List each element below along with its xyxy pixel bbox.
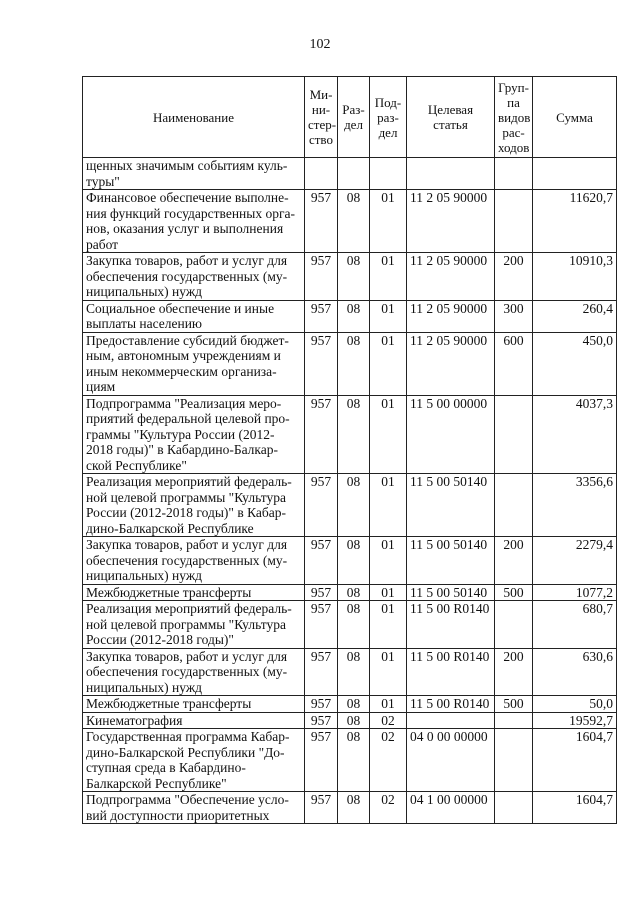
row-sum-cell: 3356,6 [533,474,617,537]
header-ministry: Ми- ни- стер- ство [305,77,338,158]
row-ministry-cell: 957 [305,190,338,253]
row-section-cell: 08 [338,474,370,537]
table-row [83,696,617,713]
row-group-cell: 600 [495,332,533,395]
row-ministry-cell: 957 [305,601,338,649]
row-group-cell: 200 [495,537,533,585]
header-group: Груп- па видов рас- ходов [495,77,533,158]
row-target-cell [407,712,495,729]
row-subsection-cell: 01 [370,584,407,601]
row-name-cell: Государственная программа Кабар- дино-Балкарской Республики "До- ступная среда в Кабардино- Балкарской Республике" [83,729,305,792]
header-name: Наименование [83,77,305,158]
row-group-cell: 500 [495,584,533,601]
row-subsection-cell [370,158,407,190]
row-target-cell: 11 5 00 R0140 [407,648,495,696]
row-section-cell: 08 [338,696,370,713]
row-target-cell: 11 5 00 00000 [407,395,495,474]
row-sum-cell: 260,4 [533,300,617,332]
row-ministry-cell: 957 [305,712,338,729]
row-ministry-cell: 957 [305,584,338,601]
table-row [83,158,617,190]
row-group-cell [495,158,533,190]
row-subsection-cell: 01 [370,601,407,649]
row-section-cell: 08 [338,190,370,253]
row-section-cell: 08 [338,648,370,696]
row-subsection-cell: 01 [370,537,407,585]
row-section-cell [338,158,370,190]
row-sum-cell: 19592,7 [533,712,617,729]
row-name-cell: щенных значимым событиям куль- туры" [83,158,305,190]
row-target-cell: 11 5 00 R0140 [407,696,495,713]
header-sum: Сумма [533,77,617,158]
row-name-cell: Подпрограмма "Реализация меро- приятий федеральной целевой про- граммы "Культура России (2012- 2018 годы)" в Кабардино-Балкар- ской Республике" [83,395,305,474]
row-ministry-cell [305,158,338,190]
row-name-cell: Межбюджетные трансферты [83,584,305,601]
row-subsection-cell: 02 [370,729,407,792]
row-target-cell: 11 5 00 50140 [407,584,495,601]
row-subsection-cell: 01 [370,190,407,253]
row-section-cell: 08 [338,537,370,585]
row-name-cell: Кинематография [83,712,305,729]
row-ministry-cell: 957 [305,395,338,474]
header-section: Раз- дел [338,77,370,158]
row-section-cell: 08 [338,584,370,601]
row-target-cell: 11 5 00 50140 [407,537,495,585]
row-section-cell: 08 [338,253,370,301]
row-name-cell: Межбюджетные трансферты [83,696,305,713]
row-sum-cell: 630,6 [533,648,617,696]
row-target-cell: 04 1 00 00000 [407,792,495,824]
row-subsection-cell: 01 [370,648,407,696]
row-name-cell: Подпрограмма "Обеспечение усло- вий доступности приоритетных [83,792,305,824]
row-group-cell [495,395,533,474]
header-subsection: Под- раз- дел [370,77,407,158]
row-group-cell [495,190,533,253]
row-target-cell: 11 5 00 R0140 [407,601,495,649]
row-group-cell [495,712,533,729]
table-row [83,792,617,824]
row-target-cell: 11 5 00 50140 [407,474,495,537]
row-ministry-cell: 957 [305,474,338,537]
row-sum-cell: 1604,7 [533,729,617,792]
row-target-cell [407,158,495,190]
row-ministry-cell: 957 [305,648,338,696]
table-row [83,332,617,395]
table-row [83,537,617,585]
table-row [83,584,617,601]
table-row [83,253,617,301]
header-row [83,77,617,158]
row-section-cell: 08 [338,601,370,649]
row-name-cell: Финансовое обеспечение выполне- ния функций государственных орга- нов, оказания услуг и выполнения работ [83,190,305,253]
row-subsection-cell: 02 [370,712,407,729]
row-name-cell: Закупка товаров, работ и услуг для обеспечения государственных (му- ниципальных) нужд [83,648,305,696]
table-row [83,601,617,649]
row-sum-cell: 1604,7 [533,792,617,824]
row-sum-cell: 450,0 [533,332,617,395]
table-row [83,712,617,729]
row-ministry-cell: 957 [305,253,338,301]
row-sum-cell: 680,7 [533,601,617,649]
table-row [83,395,617,474]
row-ministry-cell: 957 [305,729,338,792]
row-ministry-cell: 957 [305,537,338,585]
row-ministry-cell: 957 [305,332,338,395]
table-row [83,190,617,253]
row-name-cell: Предоставление субсидий бюджет- ным, автономным учреждениям и иным некоммерческим организа- циям [83,332,305,395]
row-target-cell: 11 2 05 90000 [407,190,495,253]
row-sum-cell [533,158,617,190]
row-ministry-cell: 957 [305,792,338,824]
row-group-cell: 200 [495,253,533,301]
row-name-cell: Закупка товаров, работ и услуг для обеспечения государственных (му- ниципальных) нужд [83,253,305,301]
row-name-cell: Реализация мероприятий федераль- ной целевой программы "Культура России (2012-2018 годы)" в Кабар- дино-Балкарской Республике [83,474,305,537]
row-sum-cell: 11620,7 [533,190,617,253]
row-name-cell: Закупка товаров, работ и услуг для обеспечения государственных (му- ниципальных) нужд [83,537,305,585]
row-group-cell [495,729,533,792]
row-subsection-cell: 01 [370,332,407,395]
page-number: 102 [309,37,331,52]
row-section-cell: 08 [338,729,370,792]
row-group-cell: 200 [495,648,533,696]
row-group-cell [495,601,533,649]
row-name-cell: Реализация мероприятий федераль- ной целевой программы "Культура России (2012-2018 годы)" [83,601,305,649]
row-ministry-cell: 957 [305,696,338,713]
row-subsection-cell: 01 [370,253,407,301]
row-subsection-cell: 01 [370,300,407,332]
table-row [83,729,617,792]
row-target-cell: 11 2 05 90000 [407,300,495,332]
row-group-cell: 500 [495,696,533,713]
row-subsection-cell: 02 [370,792,407,824]
row-subsection-cell: 01 [370,474,407,537]
row-section-cell: 08 [338,792,370,824]
table-row [83,648,617,696]
row-group-cell [495,474,533,537]
budget-table [82,76,617,824]
row-sum-cell: 1077,2 [533,584,617,601]
row-target-cell: 11 2 05 90000 [407,253,495,301]
row-ministry-cell: 957 [305,300,338,332]
row-sum-cell: 10910,3 [533,253,617,301]
row-group-cell [495,792,533,824]
row-group-cell: 300 [495,300,533,332]
row-sum-cell: 4037,3 [533,395,617,474]
row-section-cell: 08 [338,332,370,395]
row-target-cell: 11 2 05 90000 [407,332,495,395]
table-row [83,300,617,332]
row-subsection-cell: 01 [370,395,407,474]
row-name-cell: Социальное обеспечение и иные выплаты населению [83,300,305,332]
row-section-cell: 08 [338,712,370,729]
row-section-cell: 08 [338,300,370,332]
row-section-cell: 08 [338,395,370,474]
row-target-cell: 04 0 00 00000 [407,729,495,792]
header-target: Целевая статья [407,77,495,158]
row-sum-cell: 2279,4 [533,537,617,585]
row-subsection-cell: 01 [370,696,407,713]
row-sum-cell: 50,0 [533,696,617,713]
table-row [83,474,617,537]
